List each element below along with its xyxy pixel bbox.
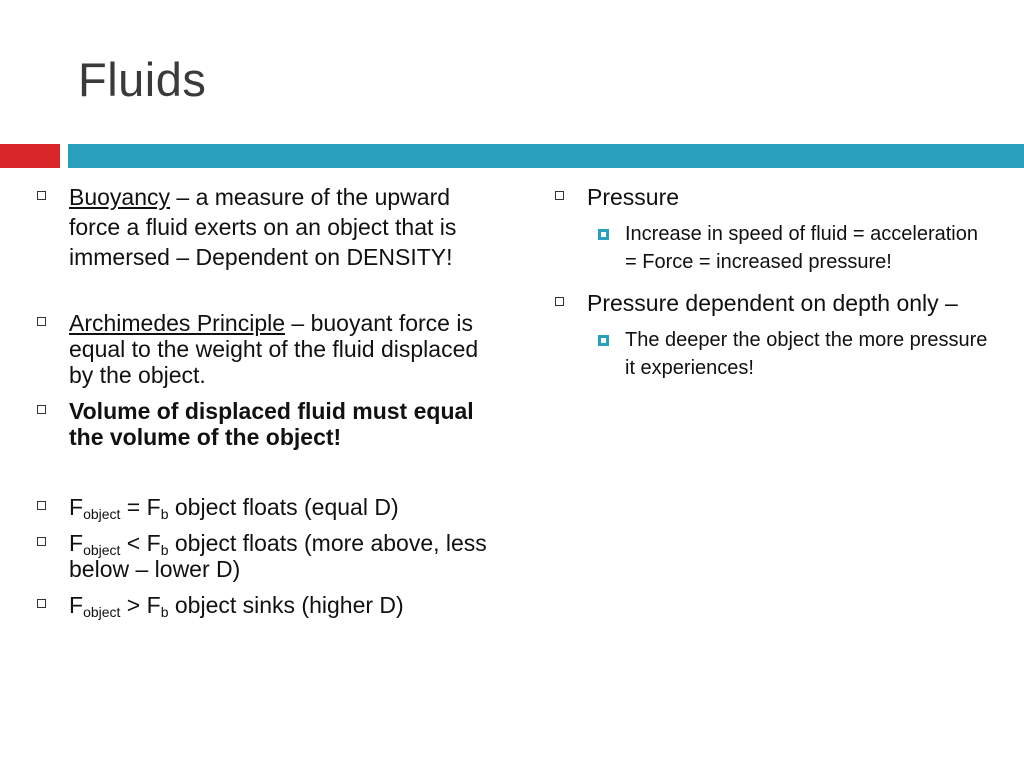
filled-square-bullet-icon — [598, 335, 609, 346]
header-accent-red — [0, 144, 60, 168]
depth-sub-text: The deeper the object the more pressure it experiences! — [625, 329, 988, 379]
square-bullet-icon — [37, 537, 46, 546]
square-bullet-icon — [37, 501, 46, 510]
depth-text: Pressure dependent on depth only – — [587, 290, 958, 316]
bullet-buoyancy — [34, 182, 504, 272]
square-bullet-icon — [555, 191, 564, 200]
buoyancy-text: – a measure of the upward force a fluid exerts on an object that is immersed – Dependent on DENSITY! — [69, 184, 457, 270]
right-column — [552, 182, 992, 382]
square-bullet-icon — [37, 317, 46, 326]
bullet-volume — [34, 398, 504, 450]
bullet-pressure — [552, 182, 992, 212]
square-bullet-icon — [37, 191, 46, 200]
square-bullet-icon — [555, 297, 564, 306]
left-column — [34, 182, 504, 618]
filled-square-bullet-icon — [598, 229, 609, 240]
archimedes-term: Archimedes Principle — [69, 310, 286, 336]
bullet-comparison-less: $F_{object} < F_b$ object floats (more above, less below – lower D) — [34, 530, 504, 582]
bullet-comparison-equal: $F_{object} = F_b$ object floats (equal D) — [34, 494, 504, 520]
square-bullet-icon — [37, 599, 46, 608]
pressure-sub-text: Increase in speed of fluid = acceleration = Force = increased pressure! — [625, 223, 978, 273]
slide-title: Fluids — [78, 53, 207, 106]
archimedes-text: – buoyant force is equal to the weight of the fluid displaced by the object. — [69, 310, 479, 388]
square-bullet-icon — [37, 405, 46, 414]
header-accent-blue — [68, 144, 1024, 168]
bullet-archimedes — [34, 310, 504, 388]
bullet-comparison-greater: $F_{object} > F_b$ object sinks (higher D) — [34, 592, 504, 618]
sub-bullet-speed — [552, 220, 992, 276]
sub-bullet-deeper — [552, 326, 992, 382]
pressure-text: Pressure — [587, 184, 680, 210]
volume-text: Volume of displaced fluid must equal the volume of the object! — [69, 398, 474, 450]
buoyancy-term: Buoyancy — [69, 184, 171, 210]
bullet-depth — [552, 288, 992, 318]
